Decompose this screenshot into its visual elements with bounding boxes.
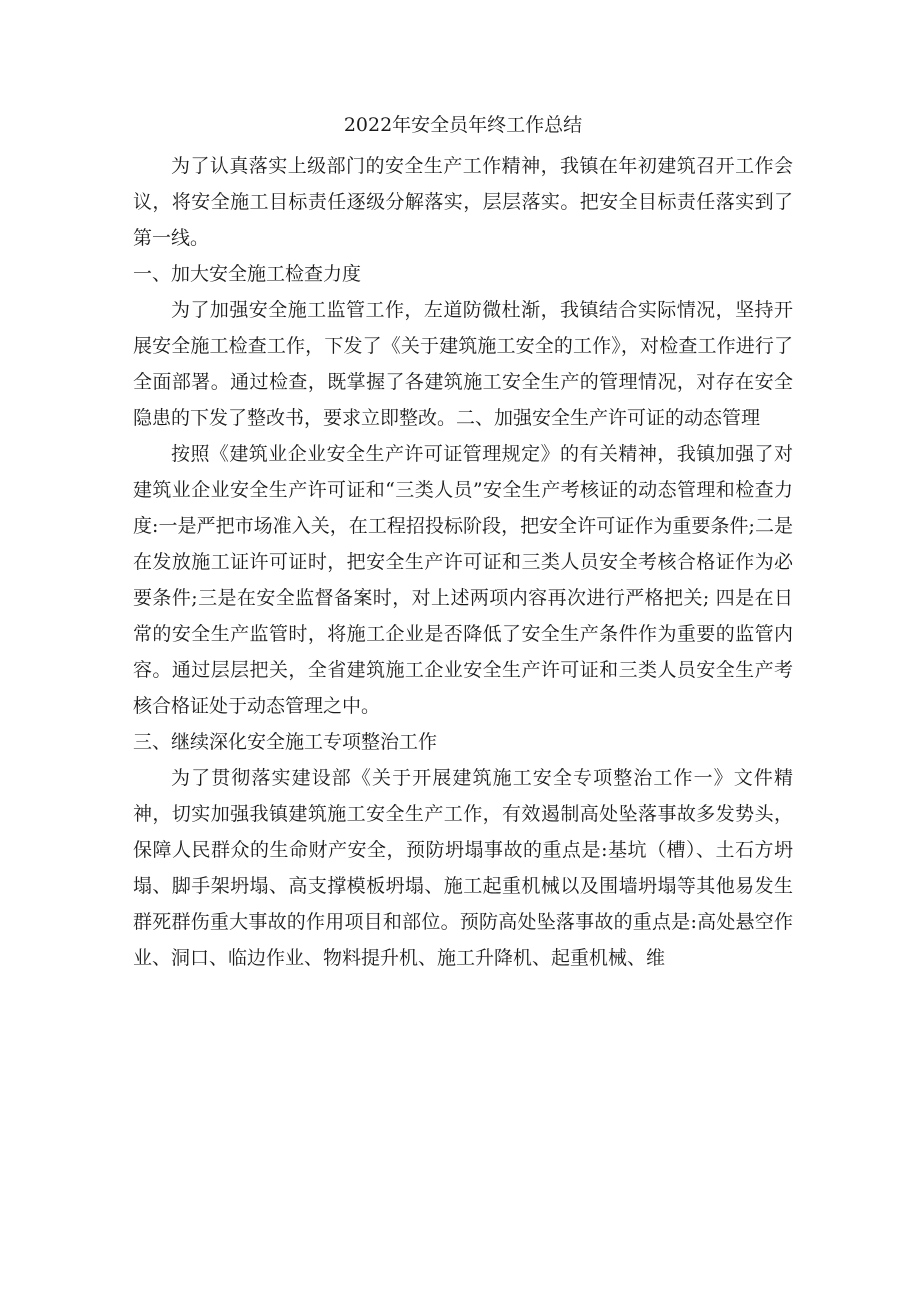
paragraph-intro: 为了认真落实上级部门的安全生产工作精神，我镇在年初建筑召开工作会议，将安全施工目标责任逐级分解落实，层层落实。把安全目标责任落实到了第一线。: [133, 155, 793, 249]
paragraph-section-1: 为了加强安全施工监管工作，左道防微杜渐，我镇结合实际情况，坚持开展安全施工检查工作，下发了《关于建筑施工安全的工作》，对检查工作进行了全面部署。通过检查，既掌握了各建筑施工安全生产的管理情况，对存在安全隐患的下发了整改书，要求立即整改。二、加强安全生产许可证的动态管理: [133, 299, 793, 429]
document-body: [133, 112, 793, 976]
document-title: 2022年安全员年终工作总结: [343, 114, 583, 136]
paragraph-section-2: 按照《建筑业企业安全生产许可证管理规定》的有关精神，我镇加强了对建筑业企业安全生产许可证和“三类人员”安全生产考核证的动态管理和检查力度:一是严把市场准入关，在工程招投标阶段，把安全许可证作为重要条件;二是在发放施工证许可证时，把安全生产许可证和三类人员安全考核合格证作为必要条件;三是在安全监督备案时，对上述两项内容再次进行严格把关; 四是在日常的安全生产监管时，将施工企业是否降低了安全生产条件作为重要的监管内容。通过层层把关，全省建筑施工企业安全生产许可证和三类人员安全生产考核合格证处于动态管理之中。: [133, 443, 793, 717]
paragraph-section-3: 为了贯彻落实建设部《关于开展建筑施工安全专项整治工作一》文件精神，切实加强我镇建筑施工安全生产工作，有效遏制高处坠落事故多发势头，保障人民群众的生命财产安全，预防坍塌事故的重点是:基坑（槽）、土石方坍塌、脚手架坍塌、高支撑模板坍塌、施工起重机械以及围墙坍塌等其他易发生群死群伤重大事故的作用项目和部位。预防高处坠落事故的重点是:高处悬空作业、洞口、临边作业、物料提升机、施工升降机、起重机械、维: [133, 767, 793, 969]
section-heading-3: 三、继续深化安全施工专项整治工作: [133, 731, 438, 753]
section-heading-1: 一、加大安全施工检查力度: [133, 263, 362, 285]
